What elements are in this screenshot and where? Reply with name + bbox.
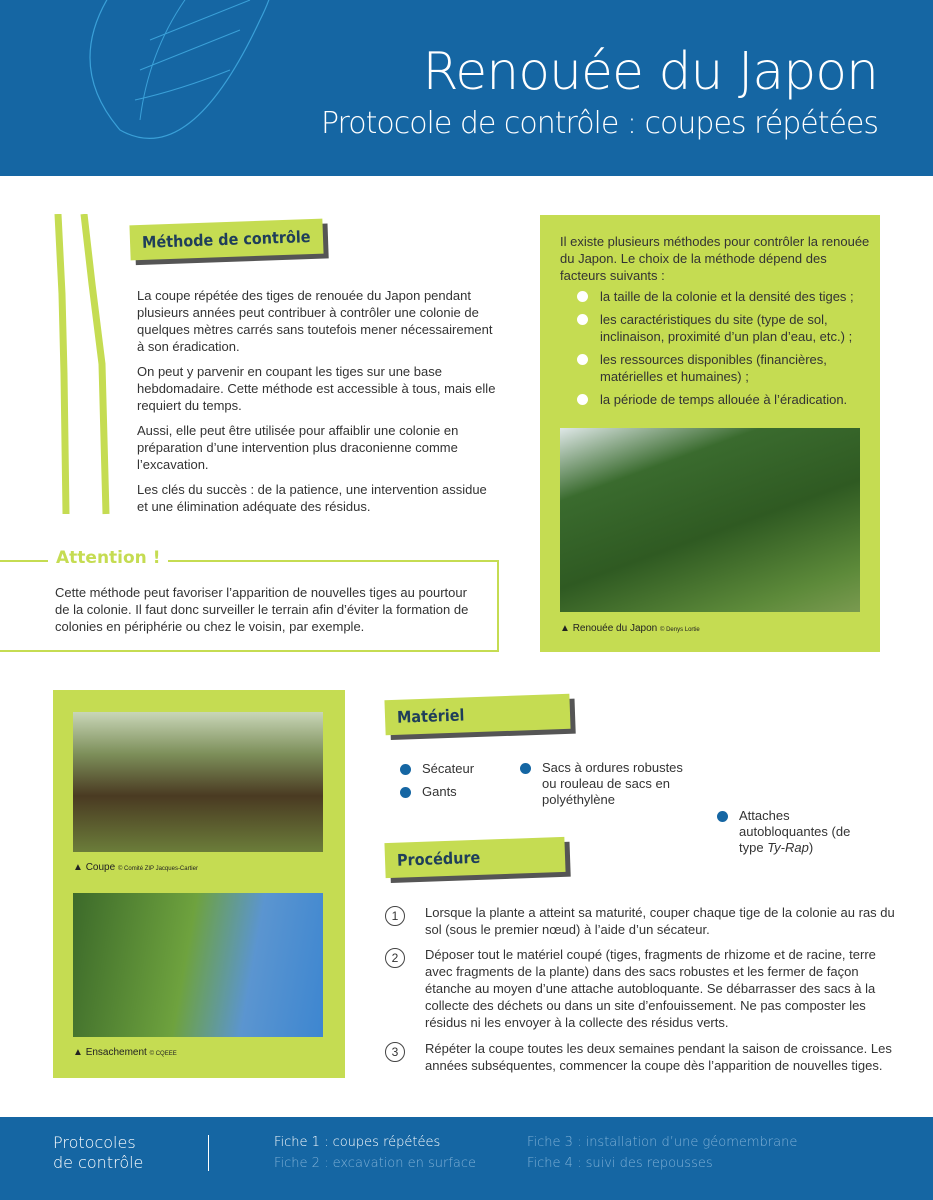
materiel-col-1 bbox=[400, 761, 510, 800]
caption-text: Renouée du Japon bbox=[572, 623, 658, 634]
footer-label bbox=[53, 1133, 143, 1173]
footer bbox=[0, 1117, 933, 1200]
step-text: Répéter la coupe toutes les deux semaines pendant la saison de croissance. Les années subséquentes, commencer la coupe dès l’apparition de nouvelles tiges. bbox=[425, 1041, 892, 1073]
item-text: Attaches autobloquantes (de type bbox=[739, 808, 851, 855]
list-item: les ressources disponibles (financières, matérielles et humaines) ; bbox=[560, 351, 865, 385]
methode-heading: Méthode de contrôle bbox=[129, 219, 323, 261]
caption-credit: © Denys Lortie bbox=[660, 627, 700, 633]
factors-list bbox=[560, 288, 865, 414]
methode-text bbox=[137, 287, 499, 523]
footer-label-line: de contrôle bbox=[53, 1153, 144, 1172]
factors-box bbox=[540, 215, 880, 652]
attention-text: Cette méthode peut favoriser l’apparition de nouvelles tiges au pourtour de la colonie. Il faut donc surveiller le terrain afin d’éviter la formation de colonies en périphérie ou chez le voisin, par exemple. bbox=[55, 585, 469, 634]
list-item bbox=[717, 808, 857, 856]
caption-text: Ensachement bbox=[85, 1047, 147, 1058]
paragraph: Les clés du succès : de la patience, une intervention assidue et une élimination adéquate des résidus. bbox=[137, 482, 487, 514]
list-item: la période de temps allouée à l’éradication. bbox=[560, 391, 865, 408]
list-item: les caractéristiques du site (type de sol, inclinaison, proximité d’un plan d’eau, etc.) ; bbox=[560, 311, 865, 345]
list-item: Sacs à ordures robustes ou rouleau de sacs en polyéthylène bbox=[520, 760, 695, 808]
step-number: 1 bbox=[385, 906, 405, 926]
procedure-heading: Procédure bbox=[384, 837, 565, 878]
ensachement-photo bbox=[73, 893, 323, 1037]
factors-intro: Il existe plusieurs méthodes pour contrôler la renouée du Japon. Le choix de la méthode dépend des facteurs suivants : bbox=[560, 234, 870, 283]
footer-link-fiche-2[interactable]: Fiche 2 : excavation en surface bbox=[274, 1156, 477, 1171]
procedure-step bbox=[385, 946, 895, 1031]
leaf-outline-icon bbox=[40, 0, 300, 160]
footer-link-fiche-3[interactable]: Fiche 3 : installation d’une géomembrane bbox=[527, 1135, 798, 1150]
bamboo-decoration-icon bbox=[50, 214, 115, 519]
paragraph: Aussi, elle peut être utilisée pour affaiblir une colonie en préparation d’une intervention plus draconienne comme l’excavation. bbox=[137, 423, 459, 472]
photo-caption: ▲ Ensachement © CQEEE bbox=[73, 1047, 177, 1058]
step-text: Lorsque la plante a atteint sa maturité, couper chaque tige de la colonie au ras du sol (sous le premier nœud) à l’aide d’un sécateur. bbox=[425, 905, 895, 937]
header-banner bbox=[0, 0, 933, 176]
footer-link-fiche-4[interactable]: Fiche 4 : suivi des repousses bbox=[527, 1156, 713, 1171]
step-number: 2 bbox=[385, 948, 405, 968]
procedure-step bbox=[385, 1040, 895, 1074]
caption-credit: © CQEEE bbox=[149, 1051, 177, 1057]
photo-caption: ▲ Coupe © Comité ZIP Jacques-Cartier bbox=[73, 862, 198, 873]
paragraph: On peut y parvenir en coupant les tiges sur une base hebdomadaire. Cette méthode est accessible à tous, mais elle requiert du temps. bbox=[137, 364, 496, 413]
divider bbox=[208, 1135, 209, 1171]
materiel-heading: Matériel bbox=[384, 694, 570, 735]
footer-label-line: Protocoles bbox=[53, 1133, 136, 1152]
page-title: Renouée du Japon bbox=[422, 42, 878, 102]
list-item: la taille de la colonie et la densité des tiges ; bbox=[560, 288, 865, 305]
page-subtitle: Protocole de contrôle : coupes répétées bbox=[320, 106, 878, 141]
attention-title: Attention ! bbox=[48, 548, 168, 568]
coupe-photo bbox=[73, 712, 323, 852]
list-item: Sécateur bbox=[400, 761, 510, 777]
paragraph: La coupe répétée des tiges de renouée du Japon pendant plusieurs années peut contribuer à contrôler une colonie de quelques mètres carrés sans toutefois mener nécessairement à son éradication. bbox=[137, 288, 493, 354]
photo-caption: ▲ Renouée du Japon © Denys Lortie bbox=[560, 623, 700, 634]
step-number: 3 bbox=[385, 1042, 405, 1062]
step-text: Déposer tout le matériel coupé (tiges, fragments de rhizome et de racine, terre avec fragments de la plante) dans des sacs robustes et les fermer de façon étanche au moyen d’une attache autobloquante. Se débarrasser des sacs à la collecte des déchets ou dans un site d’enfouissement. Ne pas composter les résidus ni les envoyer à la collecte des résidus verts. bbox=[425, 947, 876, 1030]
item-text-italic: Ty-Rap bbox=[767, 840, 809, 855]
renouee-photo bbox=[560, 428, 860, 612]
procedure-step bbox=[385, 904, 895, 938]
caption-text: Coupe bbox=[85, 862, 116, 873]
caption-credit: © Comité ZIP Jacques-Cartier bbox=[117, 866, 198, 872]
list-item: Gants bbox=[400, 784, 510, 800]
photos-box bbox=[53, 690, 345, 1078]
footer-link-fiche-1[interactable]: Fiche 1 : coupes répétées bbox=[274, 1135, 441, 1150]
item-text: ) bbox=[808, 840, 814, 855]
